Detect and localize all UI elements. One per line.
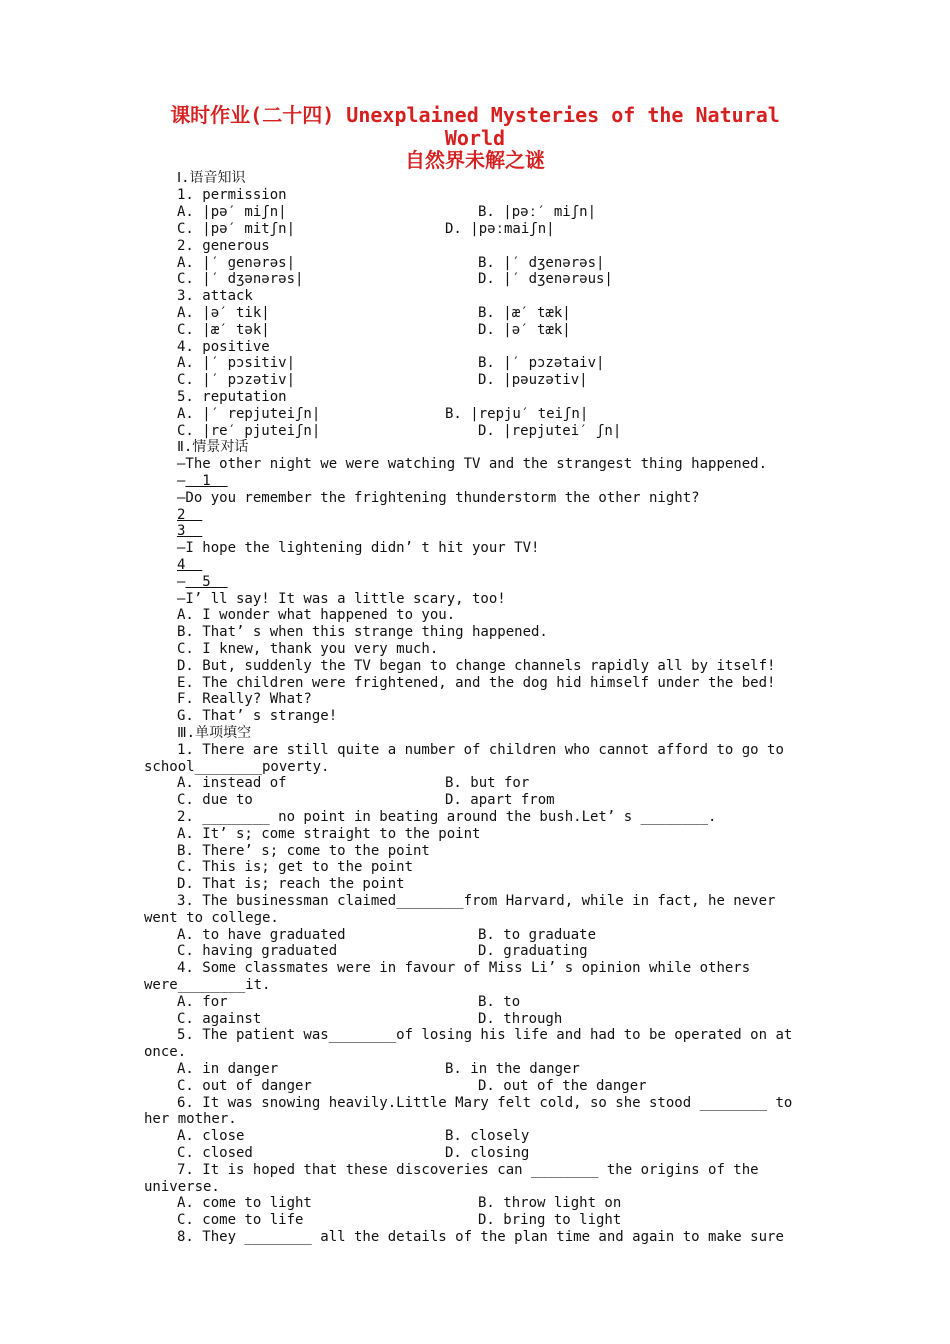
s3-q3-option-d: D. graduating xyxy=(478,943,588,959)
blank-3: 3 xyxy=(177,523,203,539)
dialogue-dash: — xyxy=(177,574,186,590)
s1-q4-option-b: B. |′ pɔzətaiv| xyxy=(478,355,605,371)
s3-q2-option-a: A. It’ s; come straight to the point xyxy=(177,826,481,842)
s1-q3-option-d: D. |ə′ tæk| xyxy=(478,322,571,338)
s3-q5-option-d: D. out of the danger xyxy=(478,1078,647,1094)
s3-q2-option-c: C. This is; get to the point xyxy=(177,859,414,875)
section-3-heading: Ⅲ.单项填空 xyxy=(177,725,252,741)
s3-q4-stem-line-1: 4. Some classmates were in favour of Miss Li’ s opinion while others xyxy=(177,960,751,976)
s3-q8-stem-line-1: 8. They ________ all the details of the plan time and again to make sure xyxy=(177,1229,784,1245)
s3-q7-stem-line-1: 7. It is hoped that these discoveries can ________ the origins of the xyxy=(177,1162,759,1178)
s3-q1-option-b: B. but for xyxy=(445,775,530,791)
dialogue-option-f: F. Really? What? xyxy=(177,691,312,707)
dialogue-line-8 xyxy=(177,574,228,591)
section-1-heading: Ⅰ.语音知识 xyxy=(177,170,246,186)
dialogue-option-g: G. That’ s strange! xyxy=(177,708,338,724)
title-line-1: 课时作业(二十四) Unexplained Mysteries of the Natural xyxy=(170,103,780,127)
s1-q1-stem: 1. permission xyxy=(177,187,287,203)
s3-q6-option-c: C. closed xyxy=(177,1145,253,1161)
s1-q4-option-d: D. |pəuzətiv| xyxy=(478,372,588,388)
s3-q3-stem-line-1: 3. The businessman claimed________from Harvard, while in fact, he never xyxy=(177,893,776,909)
s1-q4-option-c: C. |′ pɔzətiv| xyxy=(177,372,296,388)
s3-q3-option-b: B. to graduate xyxy=(478,927,597,943)
s3-q1-stem-line-1: 1. There are still quite a number of children who cannot afford to go to xyxy=(177,742,784,758)
s3-q2-option-d: D. That is; reach the point xyxy=(177,876,405,892)
s3-q4-option-c: C. against xyxy=(177,1011,262,1027)
s3-q1-option-c: C. due to xyxy=(177,792,253,808)
dialogue-line-6: —I hope the lightening didn’ t hit your TV! xyxy=(177,540,540,556)
s1-q1-option-b: B. |pəː′ miʃn| xyxy=(478,204,597,220)
s1-q2-option-d: D. |′ dʒenərəus| xyxy=(478,271,613,287)
dialogue-option-d: D. But, suddenly the TV began to change channels rapidly all by itself! xyxy=(177,658,776,674)
s3-q5-option-c: C. out of danger xyxy=(177,1078,312,1094)
s3-q1-option-d: D. apart from xyxy=(445,792,555,808)
s1-q5-option-a: A. |′ repjuteiʃn| xyxy=(177,406,321,422)
s3-q6-option-b: B. closely xyxy=(445,1128,530,1144)
s1-q1-option-a: A. |pə′ miʃn| xyxy=(177,204,287,220)
s3-q4-option-a: A. for xyxy=(177,994,228,1010)
s1-q5-option-c: C. |re′ pjuteiʃn| xyxy=(177,423,321,439)
blank-4: 4 xyxy=(177,557,203,573)
s1-q3-option-b: B. |æ′ tæk| xyxy=(478,305,571,321)
s3-q4-stem-line-2: were________it. xyxy=(144,977,271,993)
s3-q7-option-d: D. bring to light xyxy=(478,1212,622,1228)
s1-q2-stem: 2. generous xyxy=(177,238,270,254)
s3-q7-stem-line-2: universe. xyxy=(144,1179,220,1195)
blank-1: 1 xyxy=(185,473,228,489)
dialogue-line-1: —The other night we were watching TV and the strangest thing happened. xyxy=(177,456,768,472)
s3-q2-option-b: B. There’ s; come to the point xyxy=(177,843,430,859)
s3-q1-option-a: A. instead of xyxy=(177,775,287,791)
s3-q6-option-d: D. closing xyxy=(445,1145,530,1161)
s3-q1-stem-line-2: school________poverty. xyxy=(144,759,330,775)
title-line-2: World xyxy=(444,126,506,150)
s3-q6-stem-line-2: her mother. xyxy=(144,1111,237,1127)
dialogue-line-2 xyxy=(177,473,228,490)
s1-q4-option-a: A. |′ pɔsitiv| xyxy=(177,355,296,371)
s3-q5-option-b: B. in the danger xyxy=(445,1061,580,1077)
s3-q5-option-a: A. in danger xyxy=(177,1061,279,1077)
dialogue-line-3: —Do you remember the frightening thunderstorm the other night? xyxy=(177,490,700,506)
section-2-heading: Ⅱ.情景对话 xyxy=(177,439,249,455)
blank-5: 5 xyxy=(185,574,228,590)
s3-q7-option-a: A. come to light xyxy=(177,1195,312,1211)
s3-q3-option-a: A. to have graduated xyxy=(177,927,346,943)
title-line-3: 自然界未解之谜 xyxy=(405,148,545,172)
s1-q5-stem: 5. reputation xyxy=(177,389,287,405)
s1-q1-option-c: C. |pə′ mitʃn| xyxy=(177,221,296,237)
blank-2: 2 xyxy=(177,507,203,523)
s1-q5-option-d: D. |repjutei′ ʃn| xyxy=(478,423,622,439)
s3-q4-option-d: D. through xyxy=(478,1011,563,1027)
dialogue-option-b: B. That’ s when this strange thing happened. xyxy=(177,624,548,640)
s3-q7-option-b: B. throw light on xyxy=(478,1195,622,1211)
dialogue-option-e: E. The children were frightened, and the dog hid himself under the bed! xyxy=(177,675,776,691)
dialogue-option-c: C. I knew, thank you very much. xyxy=(177,641,439,657)
s1-q3-option-c: C. |æ′ tək| xyxy=(177,322,270,338)
dialogue-line-9: —I’ ll say! It was a little scary, too! xyxy=(177,591,506,607)
s1-q3-option-a: A. |ə′ tik| xyxy=(177,305,270,321)
s1-q2-option-a: A. |′ genərəs| xyxy=(177,255,296,271)
s3-q6-stem-line-1: 6. It was snowing heavily.Little Mary felt cold, so she stood ________ to xyxy=(177,1095,793,1111)
s1-q2-option-b: B. |′ dʒenərəs| xyxy=(478,255,605,271)
s1-q3-stem: 3. attack xyxy=(177,288,253,304)
s3-q2-stem: 2. ________ no point in beating around the bush.Let’ s ________. xyxy=(177,809,717,825)
dialogue-dash: — xyxy=(177,473,186,489)
s1-q5-option-b: B. |repju′ teiʃn| xyxy=(445,406,589,422)
s3-q5-stem-line-1: 5. The patient was________of losing his life and had to be operated on at xyxy=(177,1027,793,1043)
s3-q7-option-c: C. come to life xyxy=(177,1212,304,1228)
s3-q5-stem-line-2: once. xyxy=(144,1044,187,1060)
s3-q3-option-c: C. having graduated xyxy=(177,943,338,959)
s3-q4-option-b: B. to xyxy=(478,994,521,1010)
s1-q2-option-c: C. |′ dʒənərəs| xyxy=(177,271,304,287)
dialogue-option-a: A. I wonder what happened to you. xyxy=(177,607,456,623)
s1-q4-stem: 4. positive xyxy=(177,339,270,355)
s1-q1-option-d: D. |pəːmaiʃn| xyxy=(445,221,555,237)
s3-q6-option-a: A. close xyxy=(177,1128,245,1144)
s3-q3-stem-line-2: went to college. xyxy=(144,910,279,926)
